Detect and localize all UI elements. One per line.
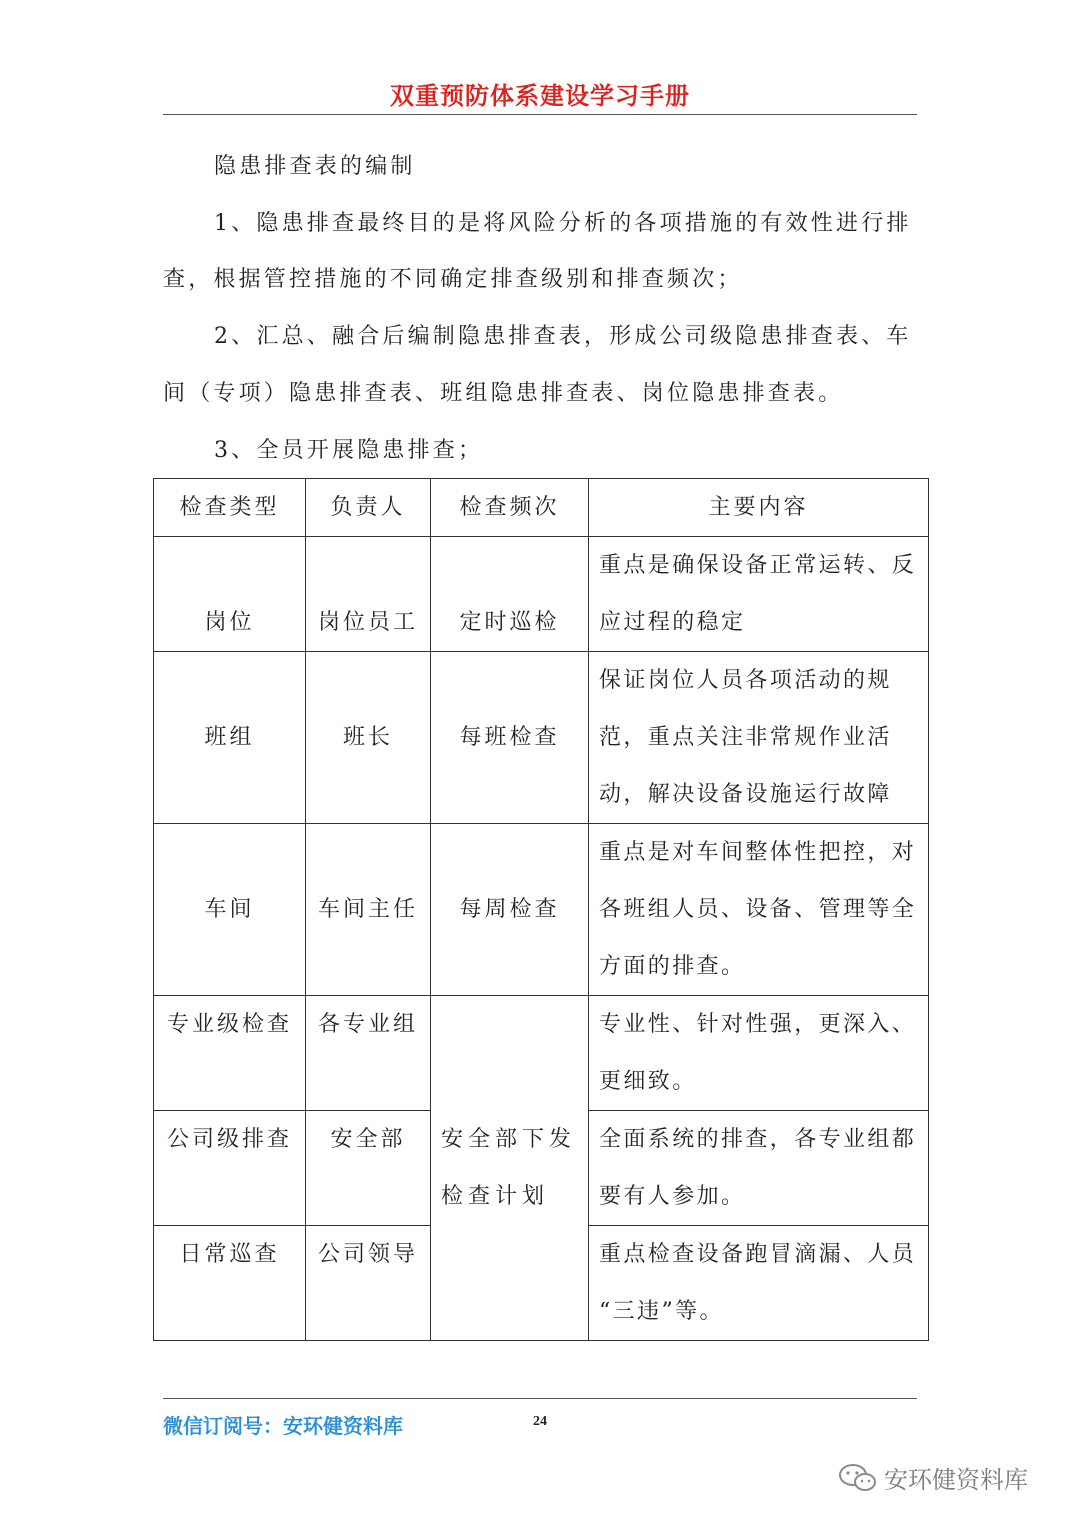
cell-owner: 岗位员工 bbox=[306, 537, 431, 652]
section-heading: 隐患排查表的编制 bbox=[214, 154, 416, 179]
content-line: 更细致。 bbox=[599, 1069, 697, 1094]
content-line: 应过程的稳定 bbox=[599, 610, 746, 635]
item1-line1: 1、隐患排查最终目的是将风险分析的各项措施的有效性进行排 bbox=[214, 211, 912, 236]
content-line: “三违”等。 bbox=[599, 1299, 724, 1324]
cell-content bbox=[589, 1226, 929, 1341]
item3: 3、全员开展隐患排查； bbox=[214, 438, 484, 463]
cell-owner: 公司领导 bbox=[306, 1226, 431, 1341]
content-line: 保证岗位人员各项活动的规 bbox=[599, 668, 892, 693]
cell-owner: 安全部 bbox=[306, 1111, 431, 1226]
page-number: 24 bbox=[533, 1414, 547, 1429]
footer-divider bbox=[163, 1398, 917, 1399]
content-line: 检查计划 bbox=[441, 1184, 550, 1209]
content-line: 方面的排查。 bbox=[599, 954, 746, 979]
content-line: 重点是确保设备正常运转、反 bbox=[599, 553, 917, 578]
cell-type: 岗位 bbox=[154, 537, 306, 652]
content-line: 全面系统的排查，各专业组都 bbox=[599, 1127, 917, 1152]
cell-type: 班组 bbox=[154, 652, 306, 824]
item2-line1: 2、汇总、融合后编制隐患排查表，形成公司级隐患排查表、车 bbox=[214, 324, 912, 349]
col-header-owner: 负责人 bbox=[306, 479, 431, 537]
col-header-content: 主要内容 bbox=[589, 479, 929, 537]
content-line: 动，解决设备设施运行故障 bbox=[599, 782, 892, 807]
wechat-icon bbox=[838, 1462, 878, 1494]
inspection-table bbox=[153, 478, 929, 1341]
header-divider bbox=[163, 114, 917, 115]
watermark-text: 安环健资料库 bbox=[884, 1466, 1028, 1494]
cell-type: 日常巡查 bbox=[154, 1226, 306, 1341]
watermark bbox=[838, 1460, 1028, 1495]
content-line: 范，重点关注非常规作业活 bbox=[599, 725, 892, 750]
page-header-title: 双重预防体系建设学习手册 bbox=[390, 81, 690, 110]
cell-content bbox=[589, 537, 929, 652]
cell-owner: 班长 bbox=[306, 652, 431, 824]
cell-content bbox=[589, 1111, 929, 1226]
table-row bbox=[154, 824, 929, 996]
cell-content bbox=[589, 824, 929, 996]
cell-content bbox=[589, 996, 929, 1111]
cell-owner: 各专业组 bbox=[306, 996, 431, 1111]
content-line: 专业性、针对性强，更深入、 bbox=[599, 1012, 917, 1037]
cell-type: 专业级检查 bbox=[154, 996, 306, 1111]
item1-line2: 查，根据管控措施的不同确定排查级别和排查频次； bbox=[163, 267, 743, 292]
content-line: 重点是对车间整体性把控，对 bbox=[599, 840, 917, 865]
table-row bbox=[154, 996, 929, 1111]
content-line: 安全部下发 bbox=[441, 1127, 577, 1152]
footer-subscription: 微信订阅号：安环健资料库 bbox=[163, 1414, 403, 1438]
content-line: 各班组人员、设备、管理等全 bbox=[599, 897, 917, 922]
table-row bbox=[154, 652, 929, 824]
cell-frequency-shared bbox=[431, 996, 589, 1341]
item2-line2: 间（专项）隐患排查表、班组隐患排查表、岗位隐患排查表。 bbox=[163, 381, 844, 406]
cell-content bbox=[589, 652, 929, 824]
cell-frequency: 每班检查 bbox=[431, 652, 589, 824]
cell-frequency: 每周检查 bbox=[431, 824, 589, 996]
content-line: 要有人参加。 bbox=[599, 1184, 746, 1209]
col-header-frequency: 检查频次 bbox=[431, 479, 589, 537]
content-line: 重点检查设备跑冒滴漏、人员 bbox=[599, 1242, 917, 1267]
cell-type: 车间 bbox=[154, 824, 306, 996]
table-header-row bbox=[154, 479, 929, 537]
cell-owner: 车间主任 bbox=[306, 824, 431, 996]
col-header-type: 检查类型 bbox=[154, 479, 306, 537]
cell-type: 公司级排查 bbox=[154, 1111, 306, 1226]
cell-frequency: 定时巡检 bbox=[431, 537, 589, 652]
table-row bbox=[154, 537, 929, 652]
